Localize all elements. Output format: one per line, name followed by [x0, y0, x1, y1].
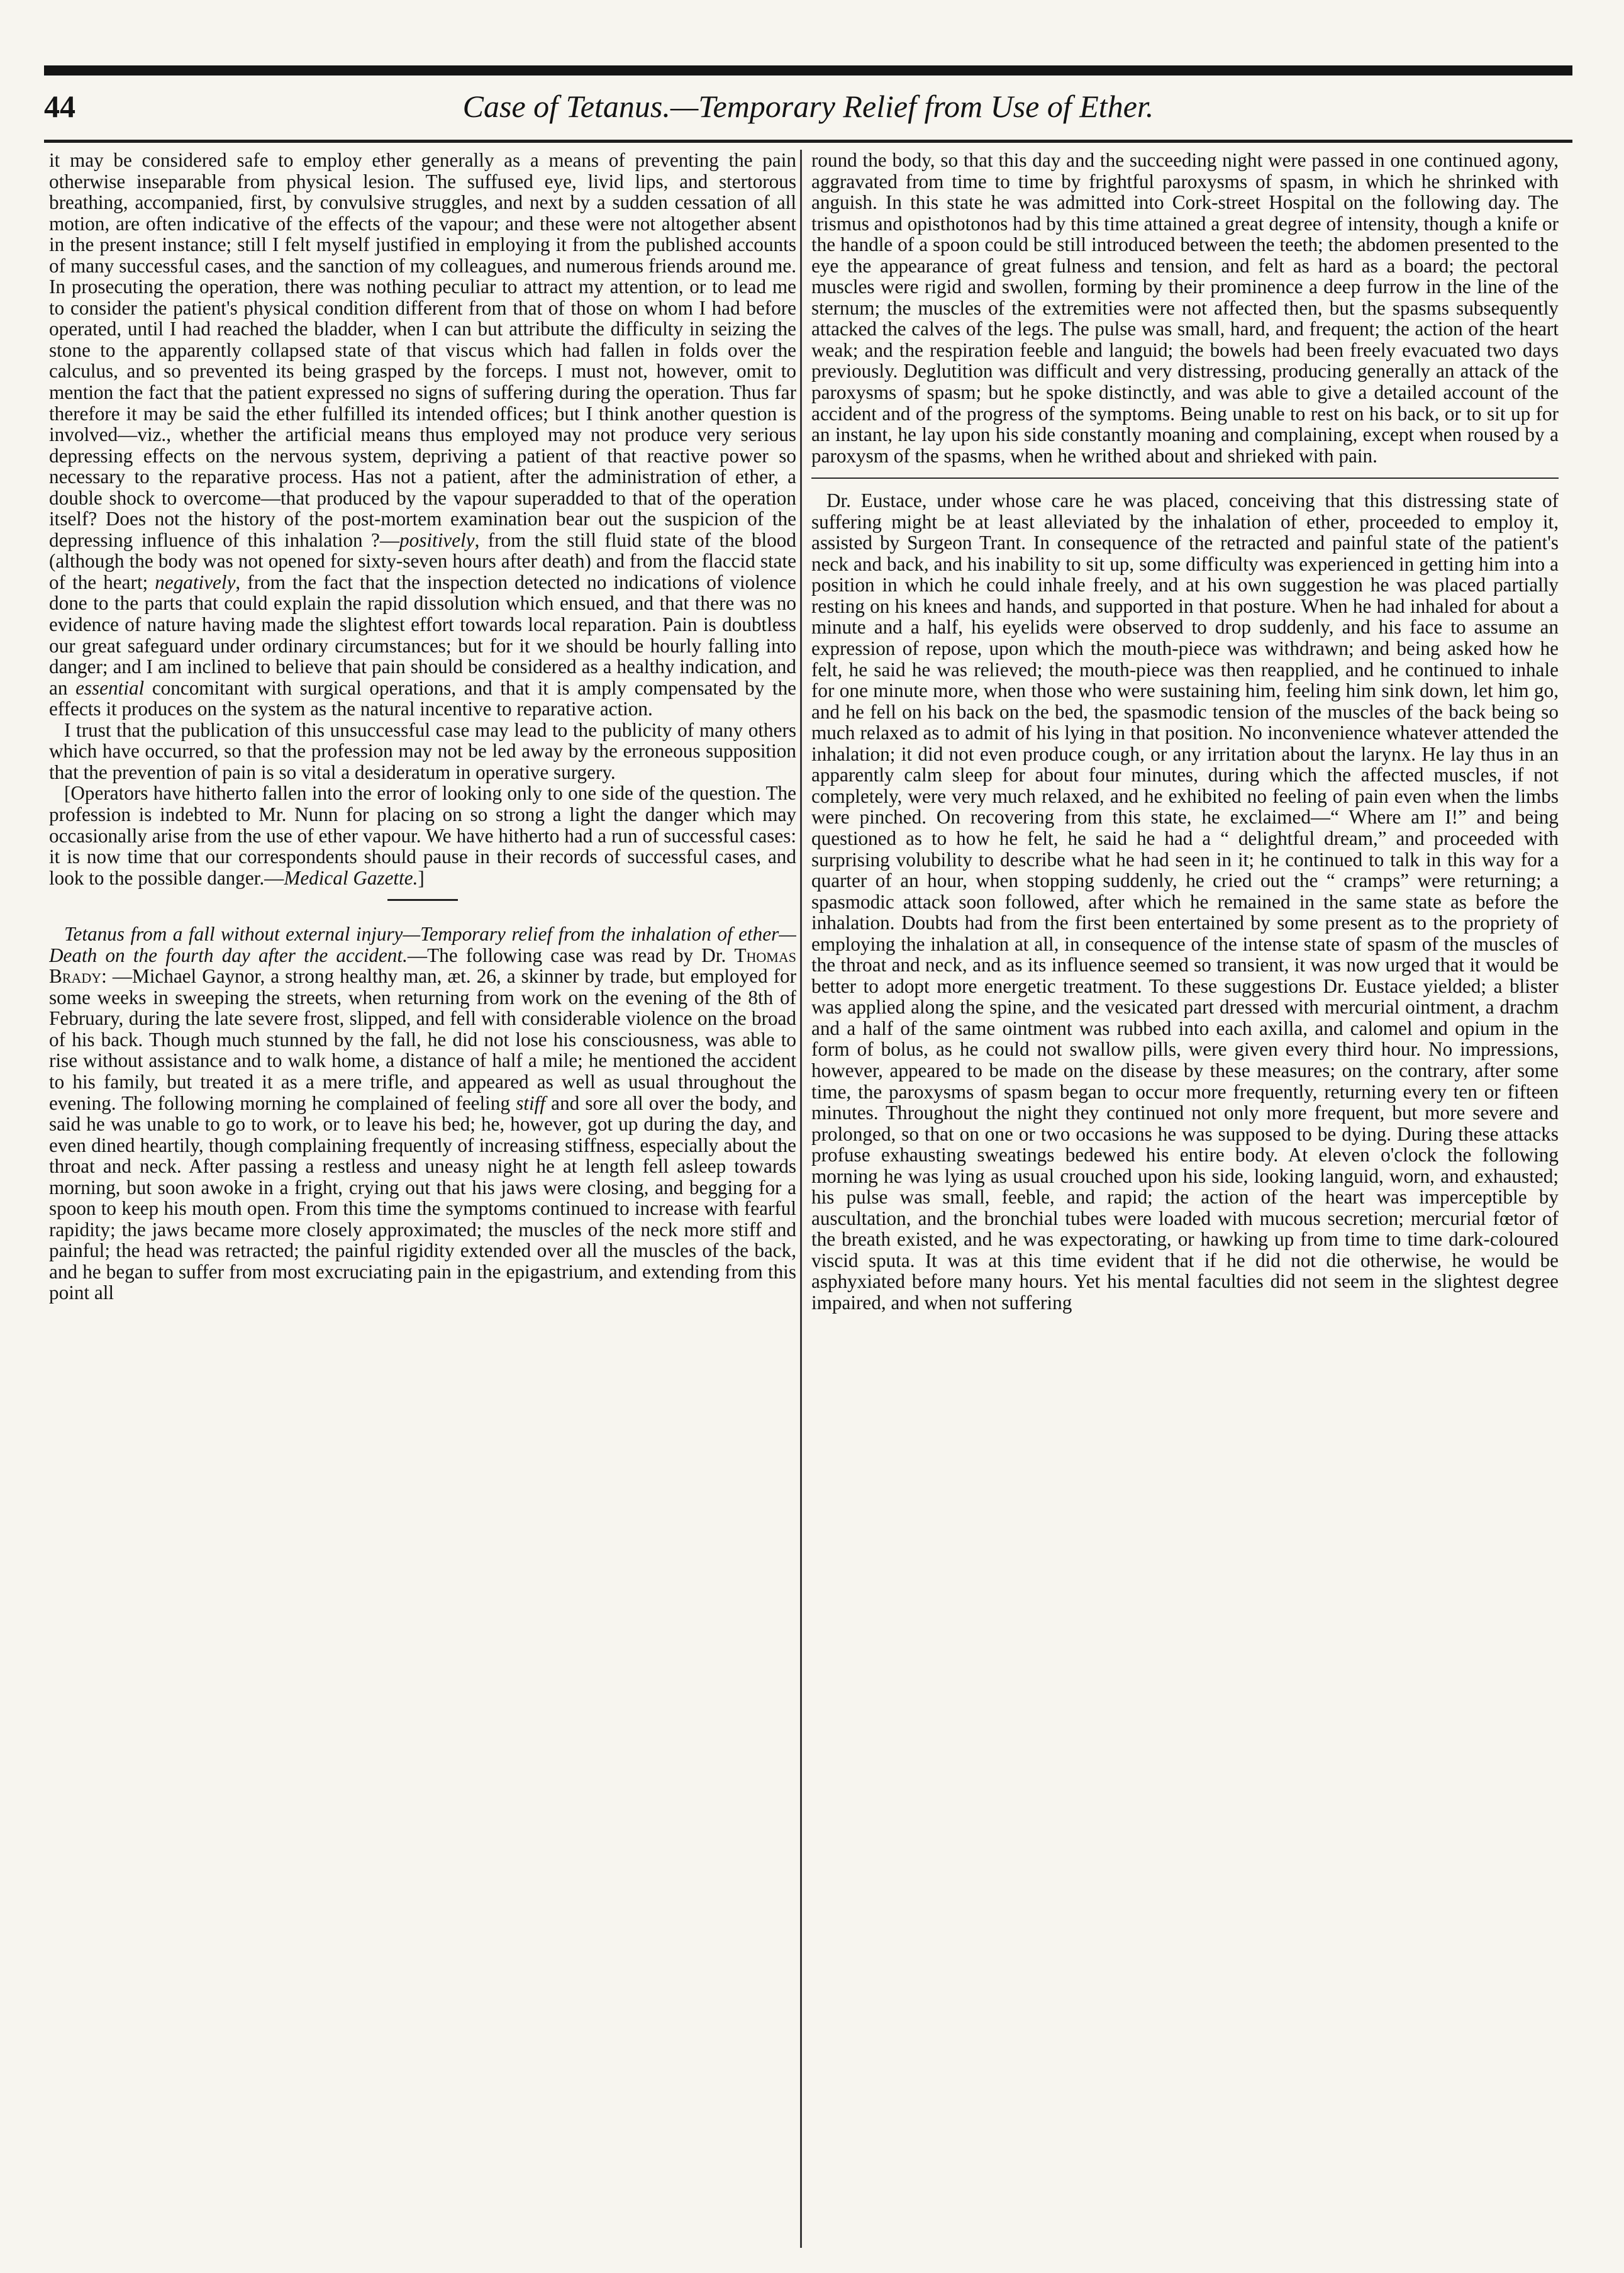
text-segment: ]	[418, 866, 425, 889]
paragraph-editorial-note	[49, 783, 796, 888]
column-divider	[800, 150, 802, 2248]
paragraph-tetanus-case	[49, 924, 796, 1304]
italic-positively: positively	[399, 528, 475, 551]
italic-essential: essential	[75, 676, 145, 699]
text-segment: , from the fact that the inspection detected no indications of violence done to the parts that could explain the rapid dissolution which ensued, and that there was no evidence of nature having made the slightest effort towards local reparation. Pain is doubtless our great safeguard under ordinary circumstances; but for it we should be hourly falling into danger; and I am inclined to believe that pain should be considered as a healthy indication, and an	[49, 571, 796, 699]
italic-negatively: negatively	[155, 571, 236, 593]
text-segment: : —Michael Gaynor, a strong healthy man, æt. 26, a skinner by trade, but employed for some weeks in sweeping the streets, when returning from work on the evening of the 8th of February, during the late severe frost, slipped, and fell with considerable violence on the broad of his back. Though much stunned by the fall, he did not lose his consciousness, was able to rise without assistance and to walk home, a distance of half a mile; he mentioned the accident to his family, but treated it as a mere trifle, and appeared as well as usual throughout the evening. The following morning he complained of feeling	[49, 965, 796, 1114]
running-title: Case of Tetanus.—Temporary Relief from Use of Ether.	[462, 89, 1154, 124]
italic-stiff: stiff	[516, 1092, 545, 1114]
paragraph-admission: round the body, so that this day and the succeeding night were passed in one continued agony, aggravated from time to time by frightful paroxysms of spasm, in which he shrinked with anguish. In this state he was admitted into Cork-street Hospital on the following day. The trismus and opisthotonos had by this time attained a great degree of intensity, though a knife or the handle of a spoon could be still introduced between the teeth; the abdomen presented to the eye the appearance of great fulness and tension, and felt as hard as a board; the pectoral muscles were rigid and swollen, forming by their prominence a deep furrow in the line of the sternum; the muscles of the extremities were not affected then, but the spasms subsequently attacked the calves of the legs. The pulse was small, hard, and frequent; the action of the heart weak; and the respiration feeble and languid; the bowels had been freely evacuated two days previously. Deglutition was difficult and very distressing, producing generally an attack of the paroxysms of spasm; but he spoke distinctly, and was able to give a detailed account of the accident and of the progress of the symptoms. Being unable to rest on his back, or to sit up for an instant, he lay upon his side constantly moaning and complaining, except when roused by a paroxysm of the spasms, when he writhed about and shrieked with pain.	[811, 150, 1559, 467]
right-column	[811, 150, 1559, 2248]
top-double-rule	[44, 65, 1572, 75]
page-header	[44, 83, 1572, 141]
paragraph-separator	[811, 477, 1559, 479]
author-name: Thomas Brady	[49, 944, 796, 988]
text-segment: concomitant with surgical operations, and that it is amply compensated by the effects it produces on the system as the natural incentive to reparative action.	[49, 676, 796, 720]
text-segment: , from the still fluid state of the blood (although the body was not opened for sixty-seven hours after death) and from the flaccid state of the heart;	[49, 528, 796, 593]
paragraph-ether-discussion	[49, 150, 796, 720]
left-column	[49, 150, 796, 2248]
case-title: Tetanus from a fall without external injury—Temporary relief from the inhalation of ether—Death on the fourth day after the accident.	[49, 923, 796, 966]
page-number: 44	[44, 89, 75, 124]
text-segment: [Operators have hitherto fallen into the error of looking only to one side of the question. The profession is indebted to Mr. Nunn for placing on so strong a light the danger which may occasionally arise from the use of ether vapour. We have hitherto had a run of successful cases: it is now time that our correspondents should pause in their records of successful cases, and look to the possible danger.—	[49, 782, 796, 889]
text-segment: and sore all over the body, and said he was unable to go to work, or to leave his bed; he, however, got up during the day, and even dined heartily, though complaining frequently of increasing stiffness, especially about the throat and neck. After passing a restless and uneasy night he at length fell asleep towards morning, but soon awoke in a fright, crying out that his jaws were closing, and begging for a spoon to keep his mouth open. From this time the symptoms continued to increase with fearful rapidity; the jaws became more closely approximated; the muscles of the neck more stiff and painful; the head was retracted; the painful rigidity extended over all the muscles of the back, and he began to suffer from most excruciating pain in the epigastrium, and extending from this point all	[49, 1092, 796, 1304]
paragraph-publication: I trust that the publication of this unsuccessful case may lead to the publicity of many others which have occurred, so that the profession may not be led away by the erroneous supposition that the prevention of pain is so vital a desideratum in operative surgery.	[49, 718, 796, 783]
text-segment: —The following case was read by Dr.	[407, 944, 735, 966]
text-segment: it may be considered safe to employ ether generally as a means of preventing the pain otherwise inseparable from physical lesion. The suffused eye, livid lips, and stertorous breathing, accompanied, first, by convulsive struggles, and next by a sudden cessation of all motion, are often indicative of the effects of the vapour; and these were not altogether absent in the present instance; still I felt myself justified in employing it from the published accounts of many successful cases, and the sanction of my colleagues, and numerous friends around me. In prosecuting the operation, there was nothing peculiar to attract my attention, or to lead me to consider the patient's physical condition different from that of those on whom I had before operated, until I had reached the bladder, when I can but attribute the difficulty in seizing the stone to the apparently collapsed state of that viscus which had fallen in folds over the calculus, and so prevented its being grasped by the forceps. I must not, however, omit to mention the fact that the patient expressed no signs of suffering during the operation. Thus far therefore it may be said the ether fulfilled its intended offices; but I think another question is involved—viz., whether the artificial means thus employed may not produce very serious depressing effects on the nervous system, depriving a patient of that reactive power so necessary to the reparative process. Has not a patient, after the administration of ether, a double shock to overcome—that produced by the vapour superadded to that of the operation itself? Does not the history of the post-mortem examination bear out the suspicion of the depressing influence of this inhalation ?—	[49, 150, 796, 551]
paragraph-ether-treatment: Dr. Eustace, under whose care he was placed, conceiving that this distressing state of suffering might be at least alleviated by the inhalation of ether, proceeded to employ it, assisted by Surgeon Trant. In consequence of the retracted and painful state of the patient's neck and back, and his inability to sit up, some difficulty was experienced in getting him into a position in which he could inhale freely, and at his own suggestion he was placed partially resting on his knees and hands, and supported in that posture. When he had inhaled for about a minute and a half, his eyelids were observed to drop suddenly, and his face to assume an expression of repose, upon which the mouth-piece was withdrawn; and being asked how he felt, he said he was relieved; the mouth-piece was then reapplied, and he continued to inhale for one minute more, when those who were sustaining him, feeling him sink down, let him go, and he fell on his back on the bed, the spasmodic tension of the muscles of the back being so much relaxed as to admit of his lying in that position. No inconvenience whatever attended the inhalation; it did not even produce cough, or any irritation about the larynx. He lay thus in an apparently calm sleep for about four minutes, during which the affected muscles, if not completely, were very much relaxed, and he exhibited no feeling of pain even when the limbs were pinched. On recovering from this state, he exclaimed—“ Where am I!” and being questioned as to how he felt, he said he had a “ delightful dream,” and proceeded with surprising volubility to describe what he had seen in it; he continued to talk in this way for a quarter of an hour, when stopping suddenly, he cried out the “ cramps” were returning; a spasmodic attack soon followed, after which he remained in the same state as before the inhalation. Doubts had from the first been entertained by some present as to the propriety of employing the inhalation at all, in consequence of the intense state of spasm of the muscles of the throat and neck, and as its influence seemed so transient, it was now urged that it would be better to adopt more energetic treatment. To these suggestions Dr. Eustace yielded; a blister was applied along the spine, and the vesicated part dressed with mercurial ointment, a drachm and a half of the same ointment was rubbed into each axilla, and calomel and opium in the form of bolus, as he could not swallow pills, were given every third hour. No impressions, however, appeared to be made on the disease by these measures; on the contrary, after some time, the paroxysms of spasm began to occur more frequently, returning every ten or fifteen minutes. Throughout the night they continued not only more frequent, but more severe and prolonged, so that on one or two occasions he was supposed to be dying. During these attacks profuse exhausting sweatings bedewed his entire body. At eleven o'clock the following morning he was lying as usual crouched upon his side, looking languid, worn, and exhausted; his pulse was small, feeble, and rapid; the action of the heart was imperceptible by auscultation, and the bronchial tubes were loaded with mucous secretion; mercurial fœtor of the breath existed, and he was expectorating, or hawking up from time to time dark-coloured viscid sputa. It was at this time evident that if he did not die otherwise, he would be asphyxiated before many hours. Yet his mental faculties did not seem in the slightest degree impaired, and when not suffering	[811, 489, 1559, 1314]
source-citation: Medical Gazette.	[284, 866, 418, 889]
header-rule	[44, 140, 1572, 143]
section-separator	[387, 899, 458, 901]
